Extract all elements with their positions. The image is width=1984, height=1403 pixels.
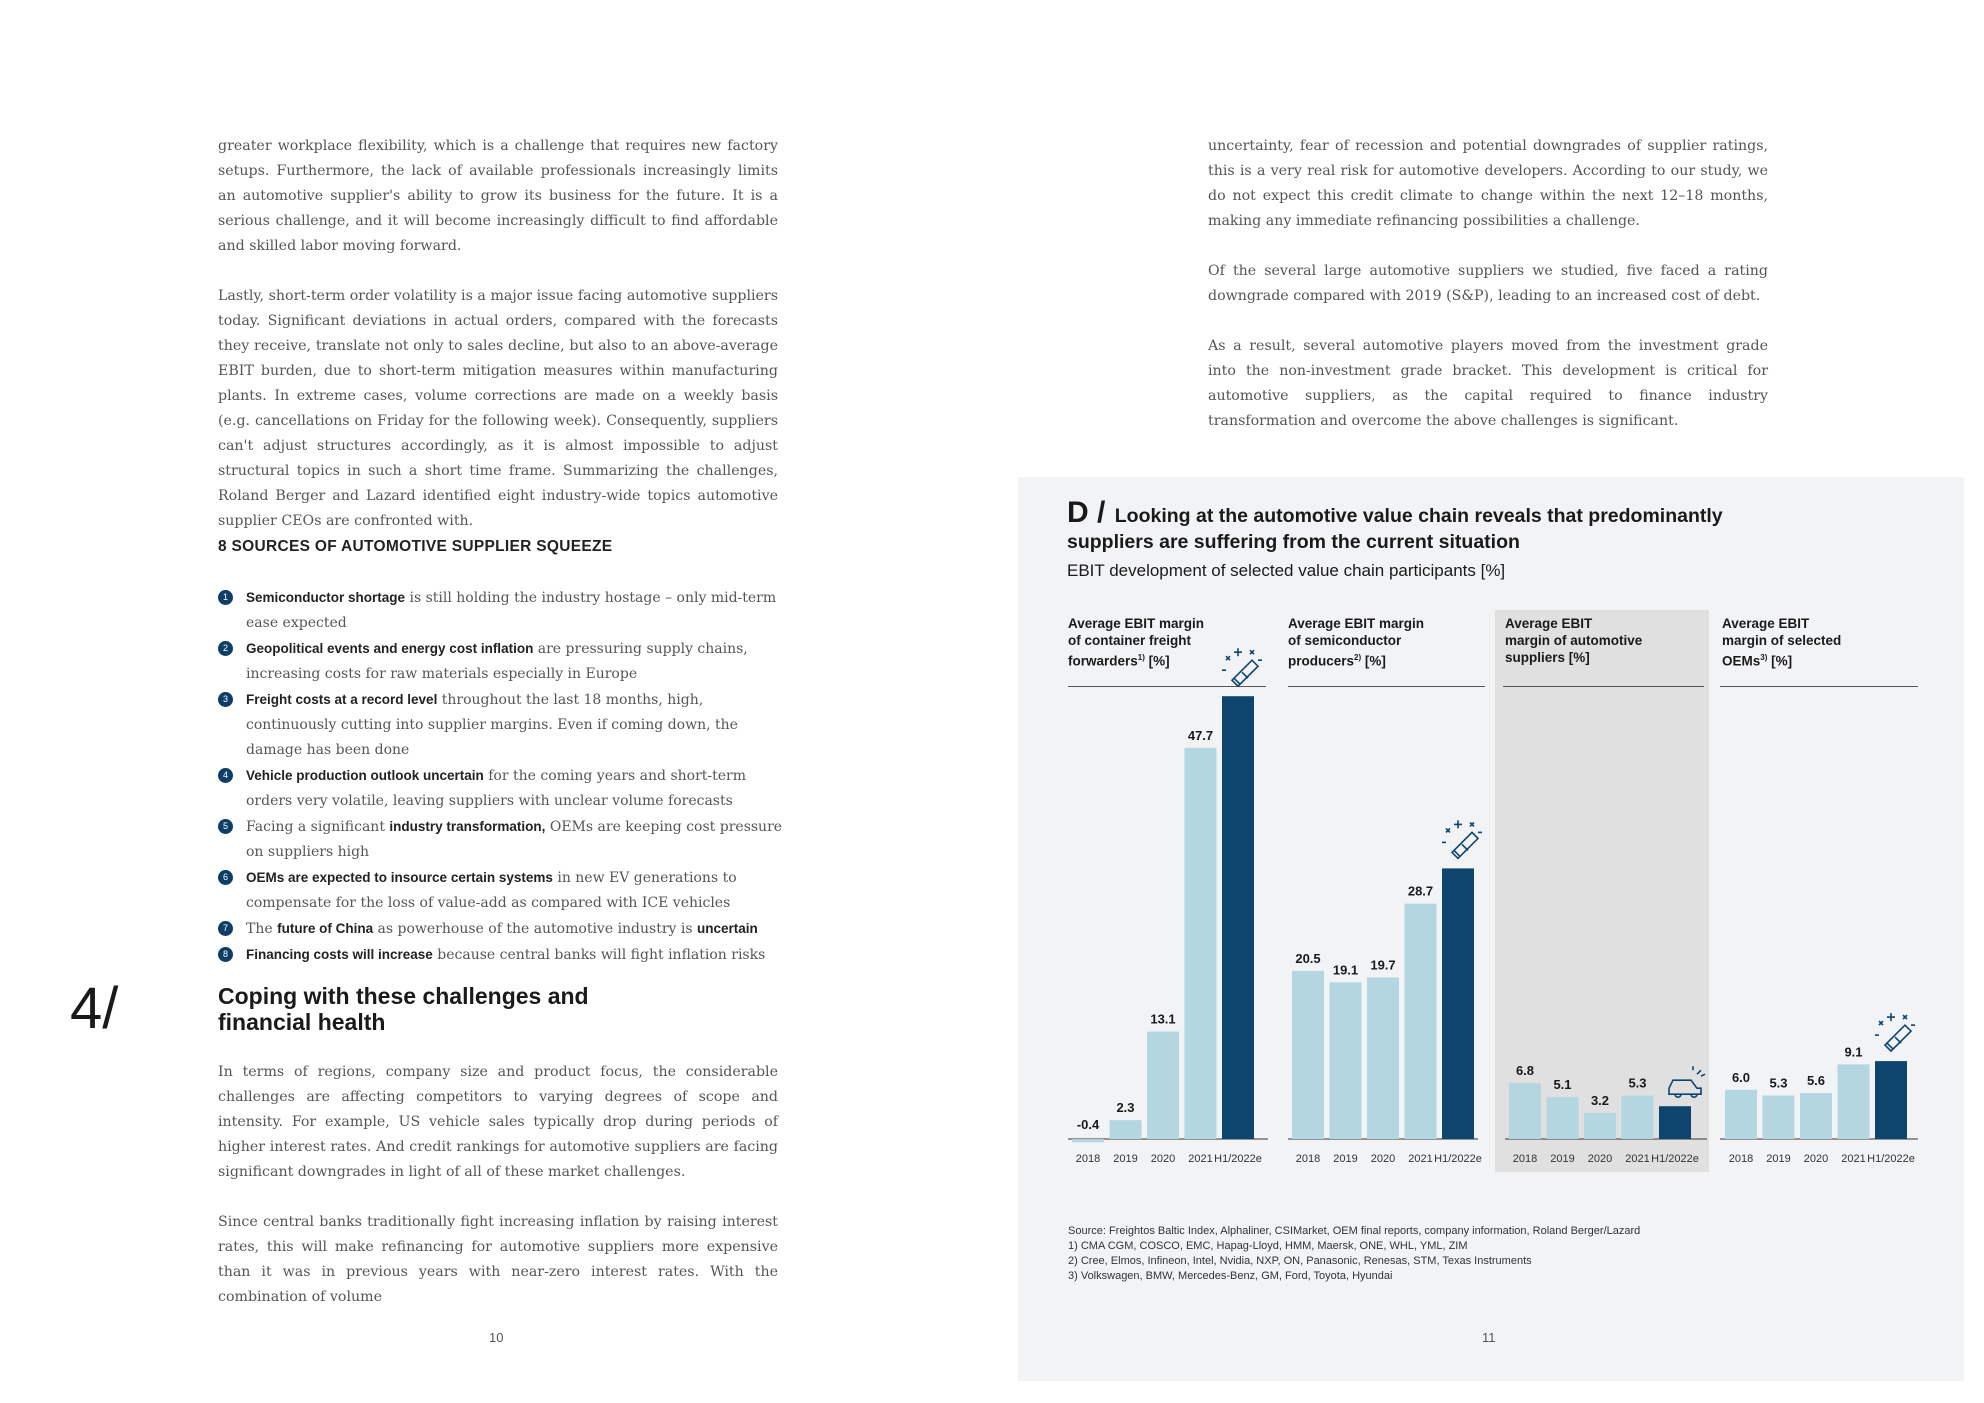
bar xyxy=(1509,1083,1541,1139)
body-paragraph: Lastly, short-term order volatility is a major issue facing automotive suppliers today. Significant deviations in actual orders, compared with the forecasts they receive, translate not only to sales decline, but also to an above-average EBIT burden, due to short-term mitigation measures within manufacturing plants. In extreme cases, volume corrections are made on a weekly basis (e.g. cancellations on Friday for the following week). Consequently, suppliers can't adjust structures accordingly, as it is almost impossible to adjust structural topics in such a short time frame. Summarizing the challenges, Roland Berger and Lazard identified eight industry-wide topics automotive supplier CEOs are confronted with. xyxy=(218,288,778,529)
source-highlight: future of China xyxy=(277,921,374,936)
bar xyxy=(1838,1064,1870,1139)
tick-label: 2020 xyxy=(1587,1153,1613,1165)
bar xyxy=(1367,977,1399,1139)
source-highlight: Vehicle production outlook uncertain xyxy=(246,768,484,783)
bar xyxy=(1622,1096,1654,1139)
tick-label: 2019 xyxy=(1333,1153,1358,1165)
tick-label: 2019 xyxy=(1113,1153,1138,1165)
tick-label: 2019 xyxy=(1766,1153,1791,1165)
tick-label: 2021 xyxy=(1188,1153,1213,1165)
source-item: 2 Geopolitical events and energy cost inflation are pressuring supply chains, increasing costs for raw materials especially in Europe xyxy=(218,636,784,687)
tick-label: 2020 xyxy=(1150,1153,1176,1165)
group-heading: Average EBIT margin of container freight forwarders$^{1)}$ [%] xyxy=(1068,616,1205,669)
number-badge: 3 xyxy=(218,692,233,707)
fireworks-icon xyxy=(1222,648,1262,686)
footnote: 3) Volkswagen, BMW, Mercedes-Benz, GM, Ford, Toyota, Hyundai xyxy=(1068,1270,1393,1282)
source-highlight: OEMs are expected to insource certain systems xyxy=(246,870,553,885)
bar xyxy=(1547,1097,1579,1139)
source-item: 7 The future of China as powerhouse of the automotive industry is uncertain xyxy=(218,916,784,942)
data-label: 19.7 xyxy=(1370,957,1396,973)
body-paragraph: As a result, several automotive players moved from the investment grade into the non-investment grade bracket. This development is critical for automotive suppliers, as the capital required to finance industry transformation and overcome the above challenges is significant. xyxy=(1208,338,1768,429)
tick-label: 2019 xyxy=(1550,1153,1575,1165)
body-paragraph: Since central banks traditionally fight increasing inflation by raising interest rates, this will make refinancing for automotive suppliers more expensive than it was in previous years with near-zero interest rates. With the combination of volume xyxy=(218,1214,778,1305)
source-item: 6 OEMs are expected to insource certain systems in new EV generations to compensate for the loss of value-add as compared with ICE vehicles xyxy=(218,865,784,916)
data-label: 47.7 xyxy=(1187,727,1214,743)
footnote: 2) Cree, Elmos, Infineon, Intel, Nvidia, NXP, ON, Panasonic, Renesas, STM, Texas Instruments xyxy=(1068,1255,1532,1267)
bar xyxy=(1147,1032,1179,1139)
tick-label: H1/2022e xyxy=(1651,1153,1699,1165)
bar xyxy=(1185,748,1217,1139)
footnote: 1) CMA CGM, COSCO, EMC, Hapag-Lloyd, HMM, Maersk, ONE, WHL, YML, ZIM xyxy=(1068,1240,1468,1252)
data-label: 5.1 xyxy=(1553,1077,1572,1093)
data-label: 28.7 xyxy=(1407,883,1434,899)
data-label: 9.1 xyxy=(1844,1044,1863,1060)
body-paragraph: uncertainty, fear of recession and potential downgrades of supplier ratings, this is a very real risk for automotive developers. According to our study, we do not expect this credit climate to change within the next 12–18 months, making any immediate refinancing possibilities a challenge. xyxy=(1208,138,1768,229)
source-notes xyxy=(1068,1224,1640,1284)
sources-heading: 8 SOURCES OF AUTOMOTIVE SUPPLIER SQUEEZE xyxy=(218,538,613,555)
tick-label: 2021 xyxy=(1625,1153,1650,1165)
tick-label: 2018 xyxy=(1512,1153,1538,1165)
bar xyxy=(1800,1093,1832,1139)
data-label: 6.0 xyxy=(1731,1069,1751,1085)
tick-label: 2021 xyxy=(1408,1153,1433,1165)
fireworks-icon xyxy=(1442,820,1482,858)
source-highlight: industry transformation, xyxy=(389,819,546,834)
source-item: 4 Vehicle production outlook uncertain for the coming years and short-term orders very volatile, leaving suppliers with unclear volume forecasts xyxy=(218,763,784,814)
fireworks-icon xyxy=(1875,1013,1915,1051)
tick-label: 2020 xyxy=(1370,1153,1396,1165)
bar xyxy=(1405,904,1437,1139)
data-label: 5.3 xyxy=(1628,1075,1647,1091)
source-highlight: Semiconductor shortage xyxy=(246,590,406,605)
data-label: 19.1 xyxy=(1332,962,1359,978)
number-badge: 6 xyxy=(218,870,233,885)
body-paragraph: Of the several large automotive suppliers we studied, five faced a rating downgrade compared with 2019 (S&P), leading to an increased cost of debt. xyxy=(1208,263,1768,304)
exhibit-title-text: Looking at the automotive value chain reveals that predominantly suppliers are suffering from the current situation xyxy=(1067,505,1723,553)
number-badge: 1 xyxy=(218,590,233,605)
number-badge: 4 xyxy=(218,768,233,783)
source-item: 5 Facing a significant industry transformation, OEMs are keeping cost pressure on suppliers high xyxy=(218,814,784,865)
tick-label: 2018 xyxy=(1075,1153,1101,1165)
body-paragraph: greater workplace flexibility, which is a challenge that requires new factory setups. Furthermore, the lack of available professionals increasingly limits an automotive supplier's ability to grow its business for the future. It is a serious challenge, and it will become increasingly difficult to find affordable and skilled labor moving forward. xyxy=(218,138,778,254)
bar xyxy=(1763,1096,1795,1139)
data-label: 20.5 xyxy=(1295,950,1321,966)
bar xyxy=(1330,982,1362,1139)
tick-label: 2021 xyxy=(1841,1153,1866,1165)
bar xyxy=(1292,971,1324,1139)
group-heading: Average EBIT margin of automotive suppliers [%] xyxy=(1505,616,1643,665)
tick-label: 2018 xyxy=(1295,1153,1321,1165)
exhibit-letter: D / xyxy=(1067,496,1106,529)
bar xyxy=(1584,1113,1616,1139)
data-label: 2.3 xyxy=(1116,1100,1135,1116)
page-number: 10 xyxy=(489,1330,504,1345)
section-number: 4/ xyxy=(70,976,119,1041)
group-heading: Average EBIT margin of semiconductor producers$^{2)}$ [%] xyxy=(1288,616,1425,669)
data-label: -0.4 xyxy=(1076,1117,1100,1132)
source-highlight: Geopolitical events and energy cost inflation xyxy=(246,641,534,656)
tick-label: H1/2022e xyxy=(1214,1153,1262,1165)
section-title: Coping with these challenges and financial health xyxy=(218,983,589,1035)
crashed-car-icon xyxy=(1669,1066,1705,1097)
number-badge: 7 xyxy=(218,921,233,936)
data-label: 5.3 xyxy=(1769,1075,1788,1091)
bar xyxy=(1072,1139,1104,1142)
source-highlight: Freight costs at a record level xyxy=(246,692,438,707)
source-highlight: uncertain xyxy=(697,921,758,936)
data-label: 5.6 xyxy=(1806,1073,1826,1089)
bar xyxy=(1725,1090,1757,1139)
number-badge: 8 xyxy=(218,947,233,962)
data-label: 6.8 xyxy=(1515,1063,1535,1079)
source-line: Source: Freightos Baltic Index, Alphaliner, CSIMarket, OEM final reports, company information, Roland Berger/Lazard xyxy=(1068,1225,1641,1237)
tick-label: 2020 xyxy=(1803,1153,1829,1165)
bar-highlight xyxy=(1659,1106,1691,1139)
bar-highlight xyxy=(1442,868,1474,1139)
group-heading: Average EBIT margin of selected OEMs$^{3)}$ [%] xyxy=(1722,616,1842,669)
data-label: 3.2 xyxy=(1590,1092,1610,1108)
source-highlight: Financing costs will increase xyxy=(246,947,433,962)
source-item: 3 Freight costs at a record level throughout the last 18 months, high, continuously cutting into supplier margins. Even if coming down, the damage has been done xyxy=(218,687,784,763)
source-item: 8 Financing costs will increase because central banks will fight inflation risks xyxy=(218,942,784,968)
number-badge: 5 xyxy=(218,819,233,834)
tick-label: H1/2022e xyxy=(1434,1153,1482,1165)
body-paragraph: In terms of regions, company size and product focus, the considerable challenges are affecting competitors to varying degrees of scope and intensity. For example, US vehicle sales typically drop during periods of higher interest rates. And credit rankings for automotive suppliers are facing significant downgrades in light of all of these market challenges. xyxy=(218,1064,778,1180)
exhibit-subtitle: EBIT development of selected value chain participants [%] xyxy=(1067,561,1506,580)
number-badge: 2 xyxy=(218,641,233,656)
page-number: 11 xyxy=(1482,1330,1496,1345)
bar-highlight xyxy=(1222,696,1254,1139)
data-label: 13.1 xyxy=(1150,1011,1176,1027)
source-item: 1 Semiconductor shortage is still holding the industry hostage – only mid-term ease expected xyxy=(218,585,784,636)
tick-label: 2018 xyxy=(1728,1153,1754,1165)
bar xyxy=(1110,1120,1142,1139)
tick-label: H1/2022e xyxy=(1867,1153,1915,1165)
bar-highlight xyxy=(1875,1061,1907,1139)
